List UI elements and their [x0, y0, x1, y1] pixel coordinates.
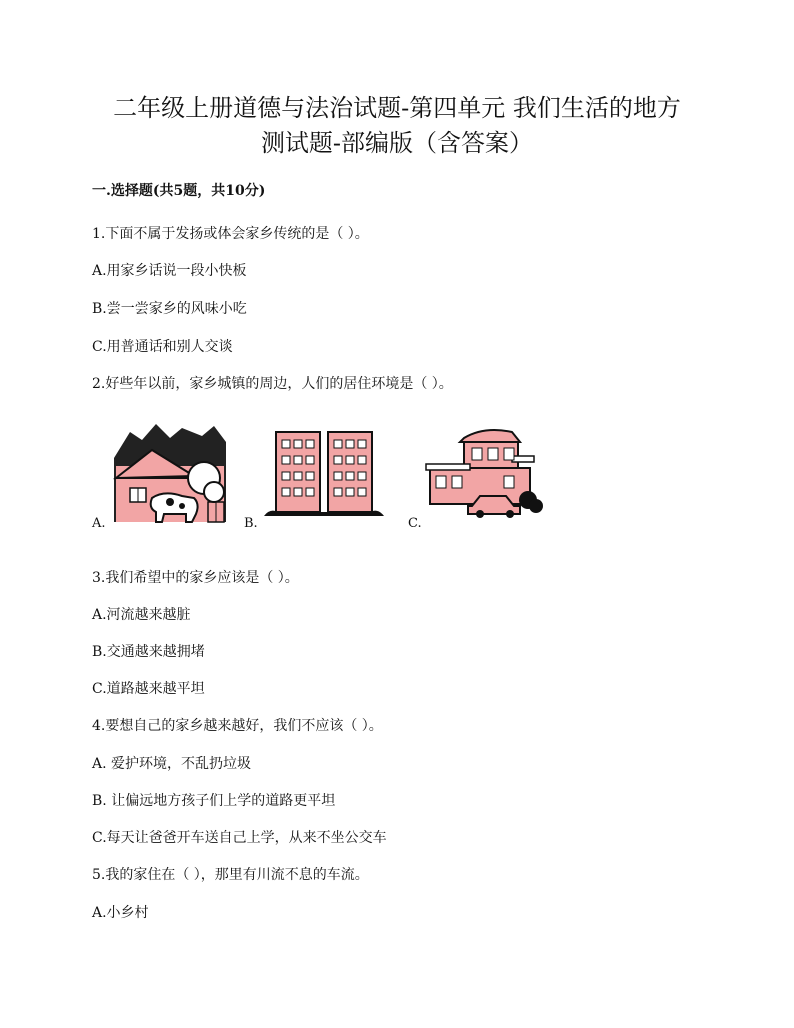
question-5: 5.我的家住在（ ），那里有川流不息的车流。 [92, 867, 369, 883]
question-3: 3.我们希望中的家乡应该是（ ）。 [92, 570, 299, 586]
villa-with-car-icon [424, 426, 544, 522]
question-2-option-b-label: B. [244, 516, 258, 531]
question-4-option-c: C.每天让爸爸开车送自己上学，从来不坐公交车 [92, 830, 387, 846]
countryside-house-with-cow-icon [112, 418, 228, 528]
question-2-option-c-label: C. [408, 516, 422, 531]
question-3-option-a: A.河流越来越脏 [92, 607, 191, 623]
question-1-option-c: C.用普通话和别人交谈 [92, 339, 233, 355]
question-2-option-a-label: A. [92, 516, 106, 531]
question-3-option-b: B.交通越来越拥堵 [92, 644, 205, 660]
question-4-option-b: B. 让偏远地方孩子们上学的道路更平坦 [92, 793, 336, 809]
question-4: 4.要想自己的家乡越来越好，我们不应该（ ）。 [92, 718, 383, 734]
section-heading: 一.选择题(共5题，共10分) [92, 183, 266, 199]
question-1: 1.下面不属于发扬或体会家乡传统的是（ ）。 [92, 226, 369, 242]
question-1-option-a: A.用家乡话说一段小快板 [92, 263, 247, 279]
high-rise-buildings-icon [262, 428, 386, 522]
title-line-2: 测试题-部编版（含答案） [260, 129, 534, 157]
question-1-option-b: B.尝一尝家乡的风味小吃 [92, 301, 247, 317]
question-3-option-c: C.道路越来越平坦 [92, 681, 205, 697]
question-5-option-a: A.小乡村 [92, 905, 149, 921]
title-line-1: 二年级上册道德与法治试题-第四单元 我们生活的地方 [113, 94, 681, 122]
question-2: 2.好些年以前，家乡城镇的周边，人们的居住环境是（ ）。 [92, 376, 453, 392]
question-4-option-a: A. 爱护环境，不乱扔垃圾 [92, 756, 252, 772]
